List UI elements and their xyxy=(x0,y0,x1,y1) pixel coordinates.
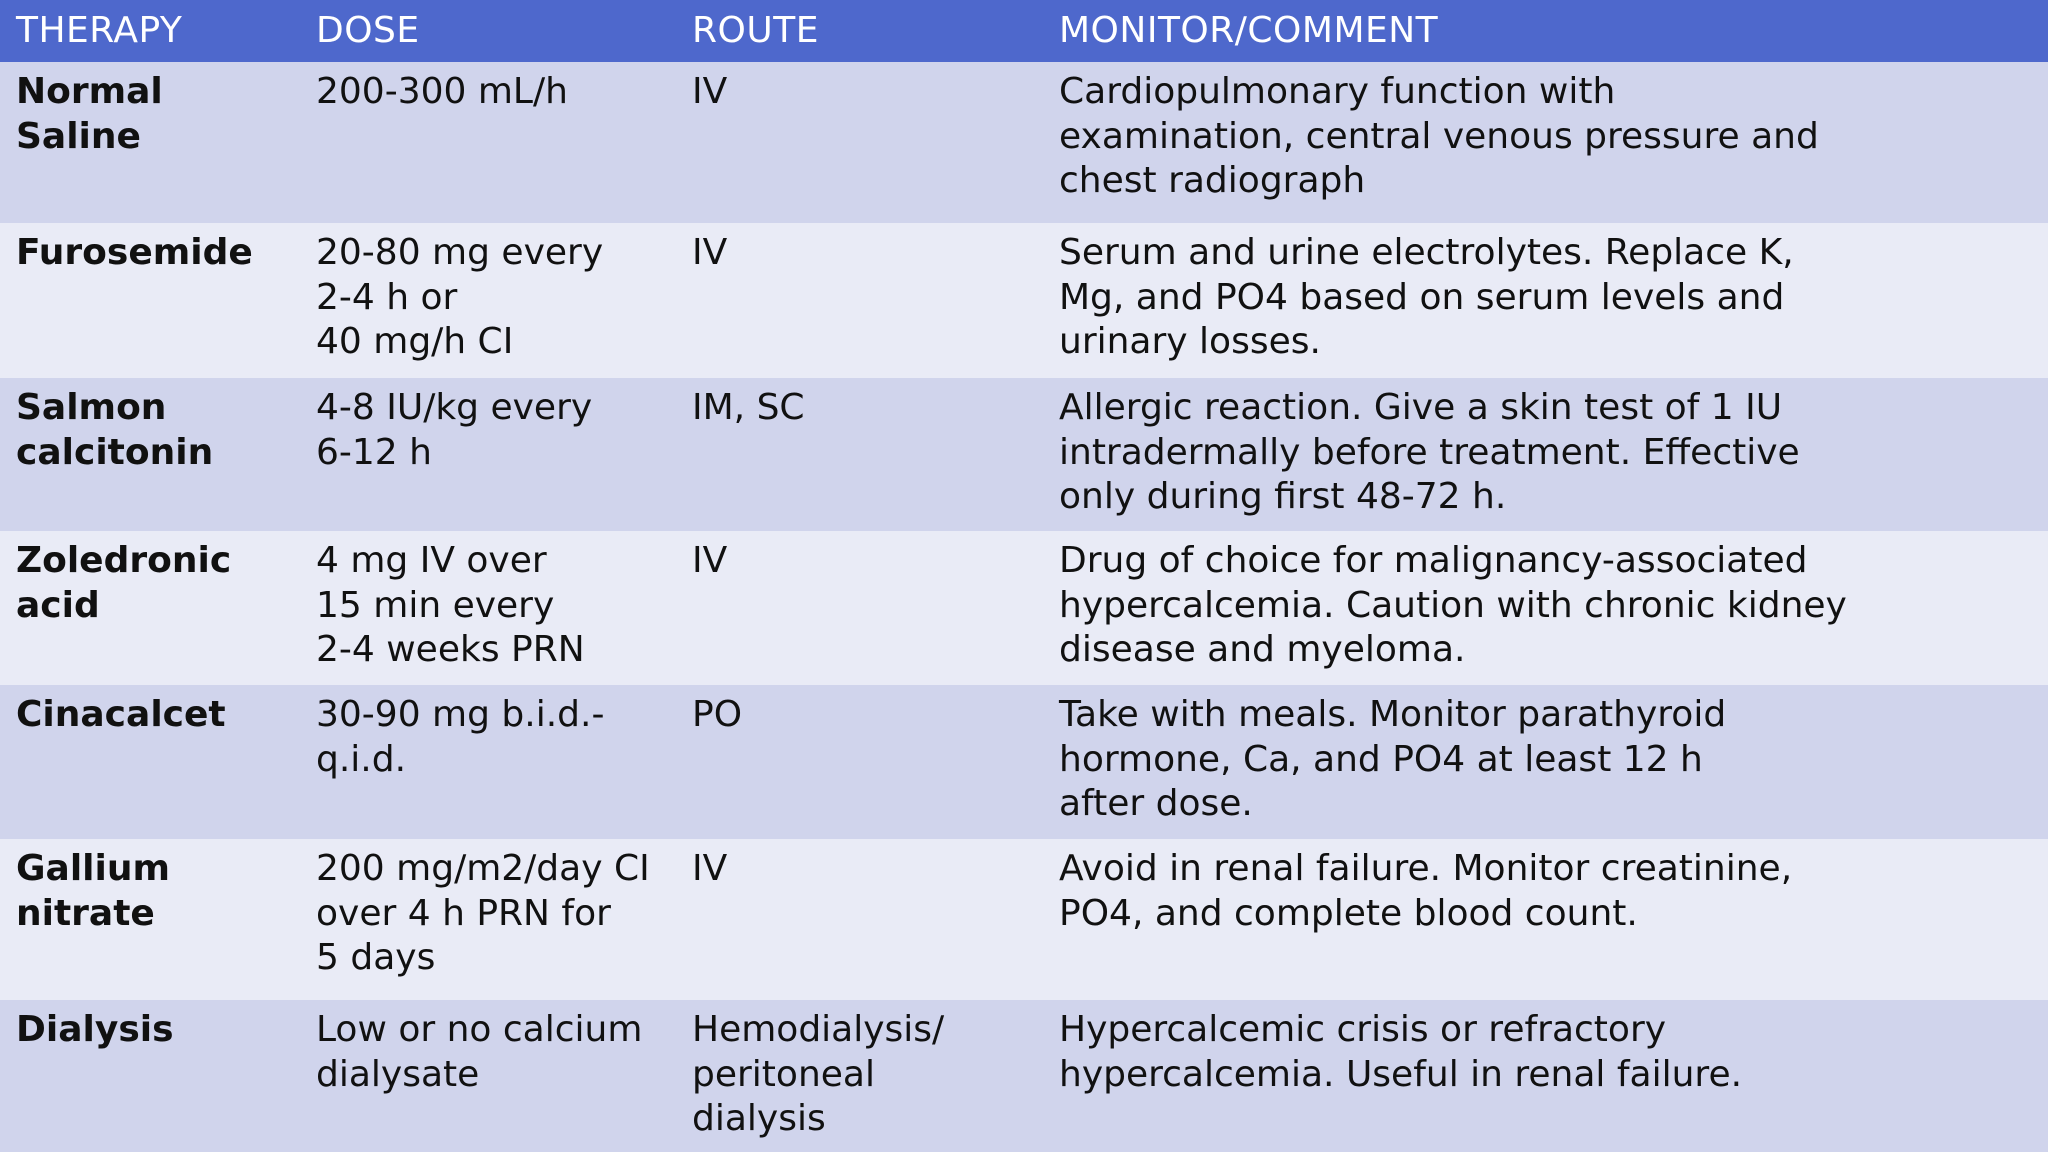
row-7-therapy: Dialysis xyxy=(0,1000,300,1152)
row-6-comment: Avoid in renal failure. Monitor creatinine, PO4, and complete blood count. xyxy=(1043,839,2048,1000)
row-6-route: IV xyxy=(676,839,1043,1000)
row-4-therapy: Zoledronic acid xyxy=(0,531,300,685)
row-4-comment: Drug of choice for malignancy-associated hypercalcemia. Caution with chronic kidney disease and myeloma. xyxy=(1043,531,2048,685)
row-3-dose: 4-8 IU/kg every 6-12 h xyxy=(300,378,676,531)
row-5-comment: Take with meals. Monitor parathyroid hormone, Ca, and PO4 at least 12 h after dose. xyxy=(1043,685,2048,839)
row-2-therapy: Furosemide xyxy=(0,223,300,378)
header-therapy: THERAPY xyxy=(0,0,300,62)
row-5-therapy: Cinacalcet xyxy=(0,685,300,839)
row-1-therapy: Normal Saline xyxy=(0,62,300,223)
row-7-route: Hemodialysis/ peritoneal dialysis xyxy=(676,1000,1043,1152)
row-1-route: IV xyxy=(676,62,1043,223)
row-6-dose: 200 mg/m2/day CI over 4 h PRN for 5 days xyxy=(300,839,676,1000)
row-5-route: PO xyxy=(676,685,1043,839)
row-6-therapy: Gallium nitrate xyxy=(0,839,300,1000)
row-4-dose: 4 mg IV over 15 min every 2-4 weeks PRN xyxy=(300,531,676,685)
row-2-comment: Serum and urine electrolytes. Replace K, Mg, and PO4 based on serum levels and urinary losses. xyxy=(1043,223,2048,378)
row-4-route: IV xyxy=(676,531,1043,685)
row-5-dose: 30-90 mg b.i.d.- q.i.d. xyxy=(300,685,676,839)
row-3-therapy: Salmon calcitonin xyxy=(0,378,300,531)
row-1-comment: Cardiopulmonary function with examination, central venous pressure and chest radiograph xyxy=(1043,62,2048,223)
row-7-comment: Hypercalcemic crisis or refractory hypercalcemia. Useful in renal failure. xyxy=(1043,1000,2048,1152)
row-1-dose: 200-300 mL/h xyxy=(300,62,676,223)
header-route: ROUTE xyxy=(676,0,1043,62)
header-dose: DOSE xyxy=(300,0,676,62)
row-7-dose: Low or no calcium dialysate xyxy=(300,1000,676,1152)
row-3-comment: Allergic reaction. Give a skin test of 1 IU intradermally before treatment. Effective only during first 48-72 h. xyxy=(1043,378,2048,531)
row-3-route: IM, SC xyxy=(676,378,1043,531)
row-2-dose: 20-80 mg every 2-4 h or 40 mg/h CI xyxy=(300,223,676,378)
row-2-route: IV xyxy=(676,223,1043,378)
header-monitor-comment: MONITOR/COMMENT xyxy=(1043,0,2048,62)
